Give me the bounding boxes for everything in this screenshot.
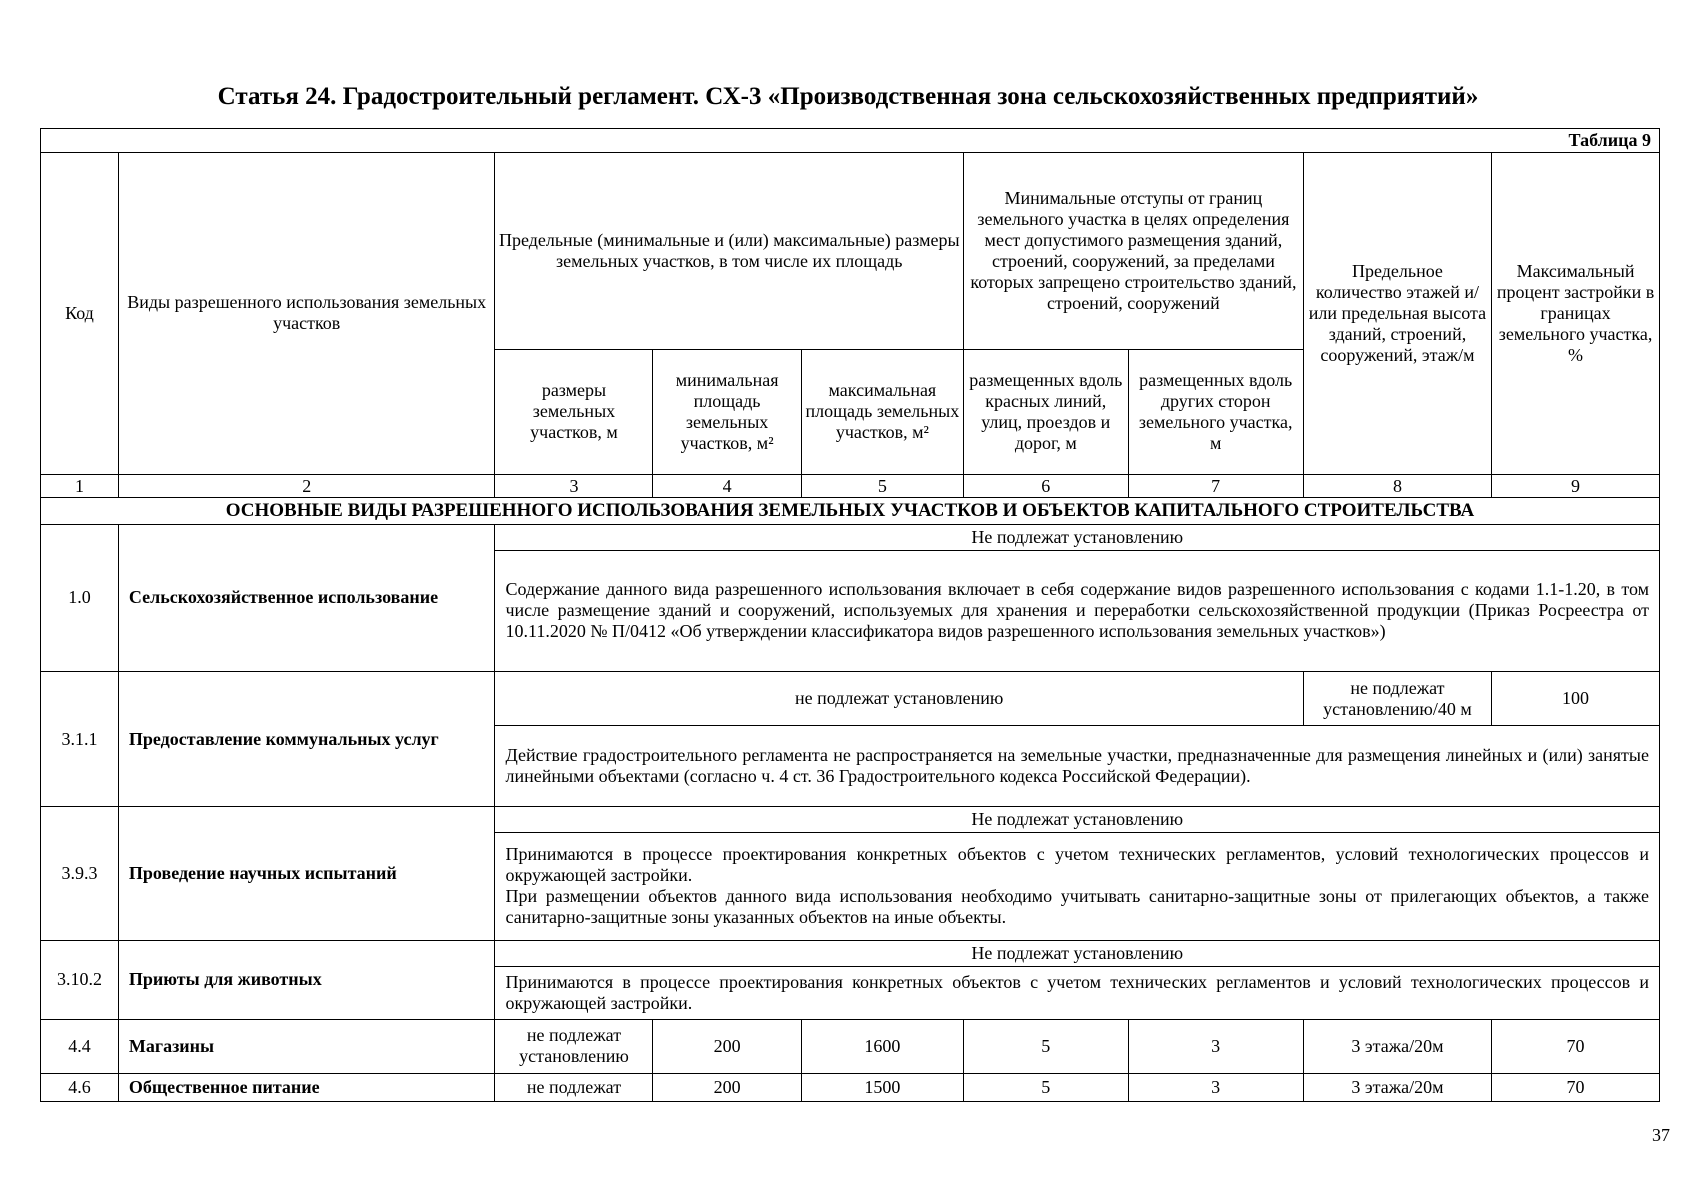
column-number: 9 (1492, 474, 1660, 497)
header-coverage: Максимальный процент застройки в границах земельного участка, % (1492, 152, 1660, 474)
header-max-area: максимальная площадь земельных участков, м² (801, 350, 963, 475)
column-number: 5 (801, 474, 963, 497)
row-max-area: 1600 (801, 1019, 963, 1073)
row-kind: Предоставление коммунальных услуг (118, 672, 495, 807)
row-floors: 3 этажа/20м (1303, 1073, 1491, 1101)
row-note: Содержание данного вида разрешенного использования включает в себя содержание видов разрешенного использования с кодами 1.1-1.20, в том числе размещение зданий и сооружений, используемых для хранения и переработки сельскохозяйственной продукции (Приказ Росреестра от 10.11.2020 № П/0412 «Об утверждении классификатора видов разрешенного использования земельных участков») (495, 550, 1660, 671)
row-setback-other: 3 (1128, 1019, 1303, 1073)
row-kind: Магазины (118, 1019, 495, 1073)
row-code: 1.0 (41, 524, 119, 671)
row-kind: Проведение научных испытаний (118, 807, 495, 941)
header-kinds: Виды разрешенного использования земельных участков (118, 152, 495, 474)
table-row (41, 1073, 1660, 1101)
row-coverage: 70 (1492, 1073, 1660, 1101)
page-title: Статья 24. Градостроительный регламент. СХ-3 «Производственная зона сельскохозяйственных предприятий» (217, 83, 1479, 110)
table-row (41, 1019, 1660, 1073)
row-floors: 3 этажа/20м (1303, 1019, 1491, 1073)
row-setback-red: 5 (964, 1073, 1128, 1101)
column-number: 7 (1128, 474, 1303, 497)
header-setback-red: размещенных вдоль красных линий, улиц, проездов и дорог, м (964, 350, 1128, 475)
header-setback-other: размещенных вдоль других сторон земельного участка, м (1128, 350, 1303, 475)
column-number: 1 (41, 474, 119, 497)
column-number: 6 (964, 474, 1128, 497)
row-kind: Общественное питание (118, 1073, 495, 1101)
row-code: 3.9.3 (41, 807, 119, 941)
row-status: Не подлежат установлению (495, 807, 1660, 833)
header-row (41, 152, 1660, 349)
page-number: 37 (1652, 1125, 1670, 1145)
row-status: не подлежат установлению (495, 672, 1303, 726)
header-sizes: размеры земельных участков, м (495, 350, 653, 475)
table-row (41, 940, 1660, 966)
row-note: Принимаются в процессе проектирования конкретных объектов с учетом технических регламентов и условий технологических процессов и окружающей застройки. (495, 966, 1660, 1019)
row-note (495, 832, 1660, 940)
table-number: Таблица 9 (41, 129, 1660, 153)
column-number-row (41, 474, 1660, 497)
column-number: 8 (1303, 474, 1491, 497)
section-title: ОСНОВНЫЕ ВИДЫ РАЗРЕШЕННОГО ИСПОЛЬЗОВАНИЯ ЗЕМЕЛЬНЫХ УЧАСТКОВ И ОБЪЕКТОВ КАПИТАЛЬНОГО СТРОИТЕЛЬСТВА (41, 497, 1660, 524)
column-number: 3 (495, 474, 653, 497)
row-sizes: не подлежат (495, 1073, 653, 1101)
section-row (41, 497, 1660, 524)
row-max-area: 1500 (801, 1073, 963, 1101)
row-note-line: При размещении объектов данного вида использования необходимо учитывать санитарно-защитные зоны от прилегающих объектов, а также санитарно-защитные зоны указанных объектов на иные объекты. (505, 886, 1649, 928)
row-min-area: 200 (653, 1019, 801, 1073)
column-number: 4 (653, 474, 801, 497)
row-setback-other: 3 (1128, 1073, 1303, 1101)
header-limits-group: Предельные (минимальные и (или) максимальные) размеры земельных участков, в том числе их площадь (495, 152, 964, 349)
row-floors: не подлежат установлению/40 м (1303, 672, 1491, 726)
regulation-table (40, 128, 1660, 1102)
row-note: Действие градостроительного регламента не распространяется на земельные участки, предназначенные для размещения линейных и (или) занятые линейными объектами (согласно ч. 4 ст. 36 Градостроительного кодекса Российской Федерации). (495, 726, 1660, 807)
row-status: Не подлежат установлению (495, 940, 1660, 966)
row-code: 4.6 (41, 1073, 119, 1101)
row-kind: Сельскохозяйственное использование (118, 524, 495, 671)
header-code: Код (41, 152, 119, 474)
row-status: Не подлежат установлению (495, 524, 1660, 550)
row-sizes: не подлежат установлению (495, 1019, 653, 1073)
row-kind: Приюты для животных (118, 940, 495, 1019)
row-code: 4.4 (41, 1019, 119, 1073)
row-code: 3.10.2 (41, 940, 119, 1019)
row-note-line: Принимаются в процессе проектирования конкретных объектов с учетом технических регламентов, условий технологических процессов и окружающей застройки. (505, 844, 1649, 886)
row-min-area: 200 (653, 1073, 801, 1101)
header-setbacks-group: Минимальные отступы от границ земельного участка в целях определения мест допустимого размещения зданий, строений, сооружений, за пределами которых запрещено строительство зданий, строений, сооружений (964, 152, 1304, 349)
header-floors: Предельное количество этажей и/или предельная высота зданий, строений, сооружений, этаж/м (1303, 152, 1491, 474)
row-coverage: 70 (1492, 1019, 1660, 1073)
table-number-row (41, 129, 1660, 153)
header-min-area: минимальная площадь земельных участков, м² (653, 350, 801, 475)
table-row (41, 807, 1660, 833)
row-code: 3.1.1 (41, 672, 119, 807)
column-number: 2 (118, 474, 495, 497)
row-setback-red: 5 (964, 1019, 1128, 1073)
table-row (41, 672, 1660, 726)
row-coverage: 100 (1492, 672, 1660, 726)
table-row (41, 524, 1660, 550)
